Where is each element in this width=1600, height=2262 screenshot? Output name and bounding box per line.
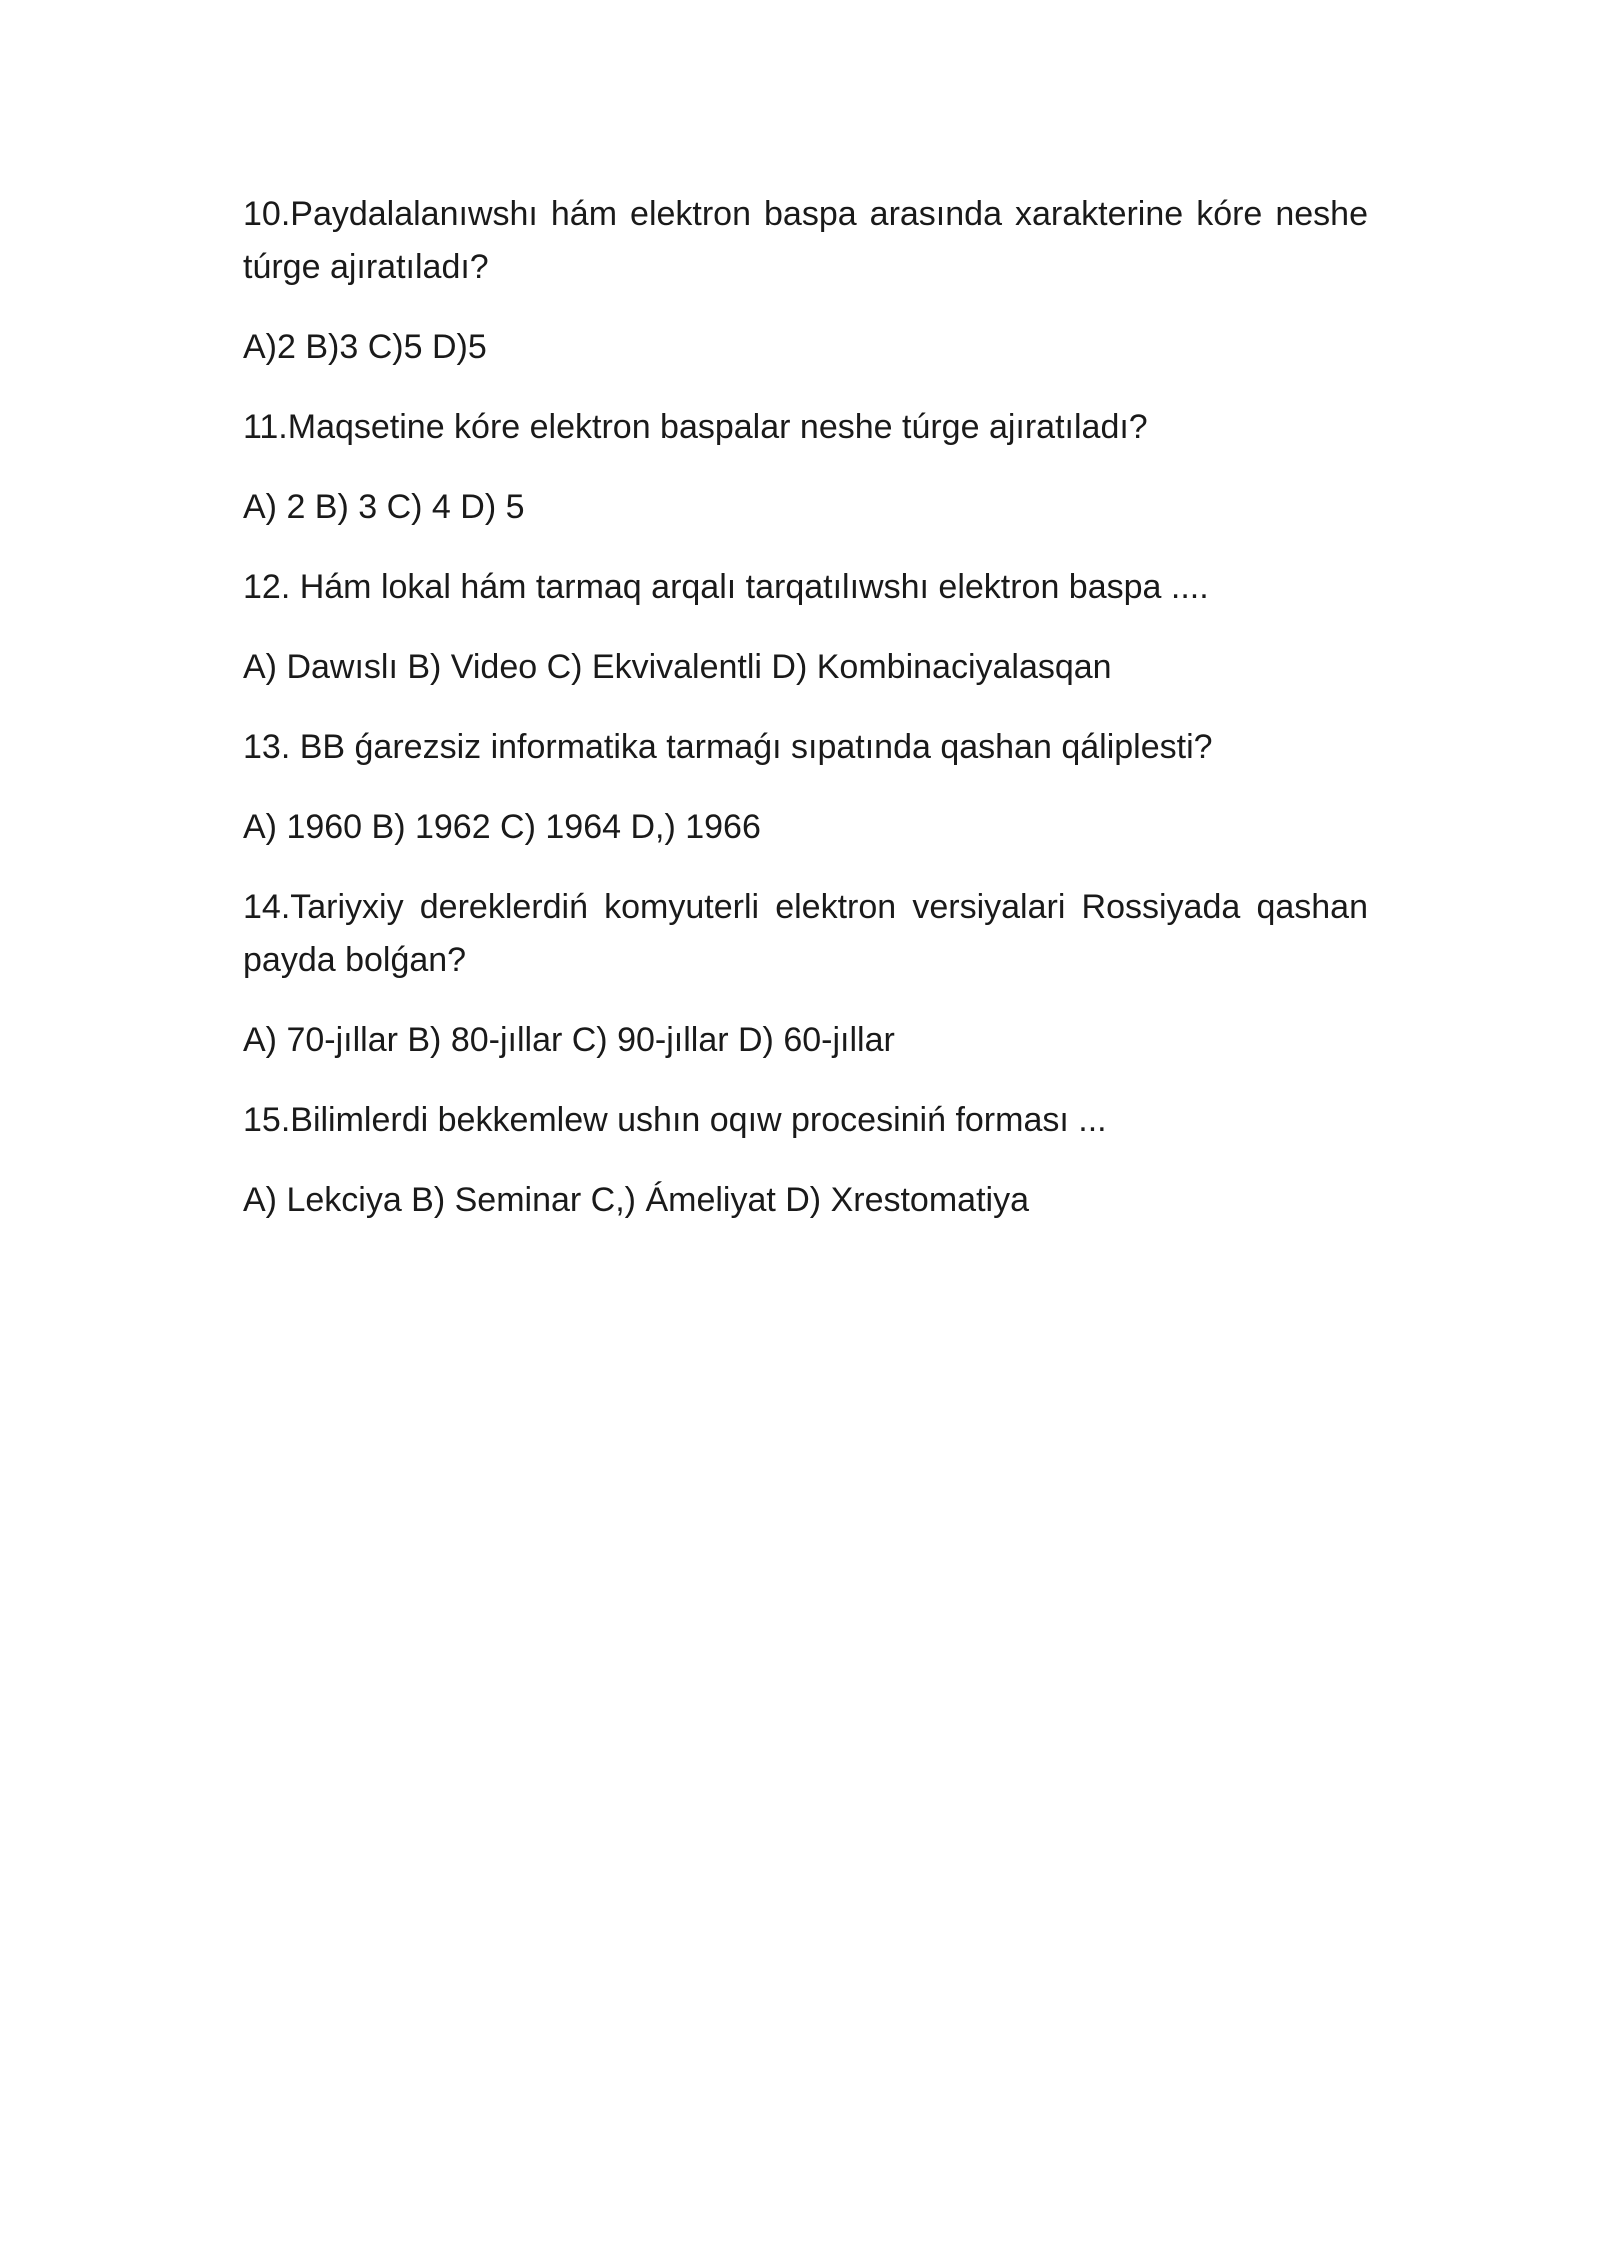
question-10-options: A)2 B)3 C)5 D)5: [243, 328, 487, 366]
question-10-text: 10.Paydalalanıwshı hám elektron baspa arasında xarakterine kóre neshe túrge ajıratıladı?: [243, 195, 1368, 286]
question-13-options: A) 1960 B) 1962 C) 1964 D,) 1966: [243, 808, 761, 846]
question-14-options: A) 70-jıllar B) 80-jıllar C) 90-jıllar D) 60-jıllar: [243, 1021, 895, 1059]
question-list: [243, 188, 1368, 1254]
question-12-options: A) Dawıslı B) Video C) Ekvivalentli D) Kombinaciyalasqan: [243, 648, 1112, 686]
question-15-text: 15.Bilimlerdi bekkemlew ushın oqıw procesiniń forması ...: [243, 1101, 1107, 1139]
question-15-options: A) Lekciya B) Seminar C,) Ámeliyat D) Xrestomatiya: [243, 1181, 1029, 1219]
question-13-text: 13. BB ǵarezsiz informatika tarmaǵı sıpatında qashan qáliplesti?: [243, 728, 1213, 766]
question-12-text: 12. Hám lokal hám tarmaq arqalı tarqatılıwshı elektron baspa ....: [243, 568, 1209, 606]
question-11-text: 11.Maqsetine kóre elektron baspalar neshe túrge ajıratıladı?: [243, 408, 1148, 446]
question-11-options: A) 2 B) 3 C) 4 D) 5: [243, 488, 525, 526]
question-14-text: 14.Tariyxiy dereklerdiń komyuterli elektron versiyalari Rossiyada qashan payda bolǵan?: [243, 888, 1368, 979]
